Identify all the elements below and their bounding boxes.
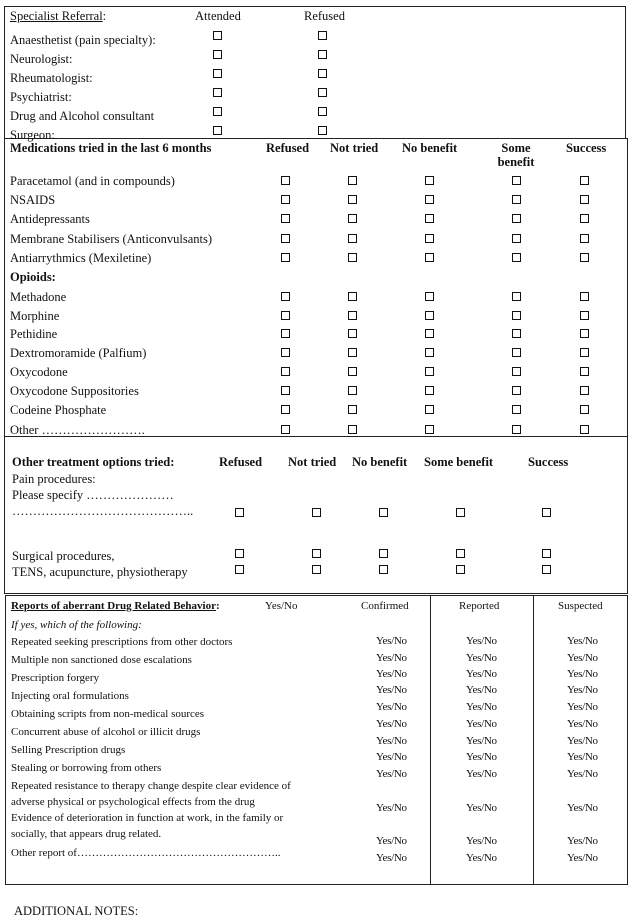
please-specify-line[interactable]: …………………………………….. (12, 504, 194, 518)
specialist-referral-title: Specialist Referral (10, 9, 103, 23)
refused-checkbox[interactable] (281, 176, 290, 185)
confirmed-yes-no[interactable]: Yes/No (376, 835, 407, 847)
suspected-yes-no[interactable]: Yes/No (567, 852, 598, 864)
pain-procedure-some-benefit-checkbox[interactable] (456, 508, 465, 517)
suspected-yes-no[interactable]: Yes/No (567, 635, 598, 647)
attended-checkbox[interactable] (213, 69, 222, 78)
opioid-row-label: Oxycodone Suppositories (10, 384, 139, 398)
medication-row-label: Membrane Stabilisers (Anticonvulsants) (10, 232, 213, 246)
aberrant-behavior-heading (11, 601, 220, 612)
some-benefit-checkbox[interactable] (512, 311, 521, 320)
specialist-row-label: Drug and Alcohol consultant (10, 109, 155, 123)
reported-yes-no[interactable]: Yes/No (466, 802, 497, 814)
behavior-row-label: socially, that appears drug related. (11, 828, 162, 840)
med-col-header-success: Success (566, 141, 607, 155)
success-checkbox[interactable] (580, 234, 589, 243)
reported-yes-no[interactable]: Yes/No (466, 701, 497, 713)
surgical-procedure-success-checkbox[interactable] (542, 549, 551, 558)
refused-checkbox[interactable] (281, 329, 290, 338)
attended-checkbox[interactable] (213, 107, 222, 116)
some-benefit-checkbox[interactable] (512, 386, 521, 395)
refused-checkbox[interactable] (318, 88, 327, 97)
attended-checkbox[interactable] (213, 126, 222, 135)
opioid-row-label: Pethidine (10, 327, 58, 341)
refused-checkbox[interactable] (318, 107, 327, 116)
success-checkbox[interactable] (580, 386, 589, 395)
specialist-row-label: Anaesthetist (pain specialty): (10, 33, 156, 47)
refused-checkbox[interactable] (281, 292, 290, 301)
not-tried-checkbox[interactable] (348, 425, 357, 434)
attended-checkbox[interactable] (213, 88, 222, 97)
not-tried-checkbox[interactable] (348, 329, 357, 338)
refused-checkbox[interactable] (318, 31, 327, 40)
med-col-header-no-benefit: No benefit (402, 141, 458, 155)
behavior-row-label: Multiple non sanctioned dose escalations (11, 654, 192, 666)
not-tried-checkbox[interactable] (348, 253, 357, 262)
ot-col-header-success: Success (528, 455, 569, 469)
success-checkbox[interactable] (580, 195, 589, 204)
surgical-procedures-label: Surgical procedures, (12, 549, 115, 563)
not-tried-checkbox[interactable] (348, 214, 357, 223)
refused-checkbox[interactable] (281, 386, 290, 395)
some-benefit-line-2: benefit (497, 154, 535, 169)
no-benefit-checkbox[interactable] (425, 176, 434, 185)
col-header-reported: Reported (459, 600, 500, 612)
surgical-procedure-no-benefit-checkbox[interactable] (379, 549, 388, 558)
reported-yes-no[interactable]: Yes/No (466, 735, 497, 747)
confirmed-yes-no[interactable]: Yes/No (376, 684, 407, 696)
reported-yes-no[interactable]: Yes/No (466, 684, 497, 696)
success-checkbox[interactable] (580, 253, 589, 262)
no-benefit-checkbox[interactable] (425, 253, 434, 262)
tens-acupuncture-label: TENS, acupuncture, physiotherapy (12, 565, 188, 579)
suspected-yes-no[interactable]: Yes/No (567, 668, 598, 680)
yes-no-header: Yes/No (265, 600, 298, 612)
behavior-row-label: Repeated seeking prescriptions from other doctors (11, 636, 233, 648)
medication-row-label: NSAIDS (10, 193, 56, 207)
no-benefit-checkbox[interactable] (425, 367, 434, 376)
reported-yes-no[interactable]: Yes/No (466, 635, 497, 647)
not-tried-checkbox[interactable] (348, 195, 357, 204)
success-checkbox[interactable] (580, 367, 589, 376)
ot-col-header-refused: Refused (219, 455, 263, 469)
reported-yes-no[interactable]: Yes/No (466, 652, 497, 664)
refused-checkbox[interactable] (318, 126, 327, 135)
col-header-refused: Refused (304, 9, 345, 23)
med-col-header-some-benefit (490, 142, 542, 170)
some-benefit-checkbox[interactable] (512, 425, 521, 434)
opioid-row-label: Codeine Phosphate (10, 403, 107, 417)
ot-col-header-not-tried: Not tried (288, 455, 337, 469)
opioid-row-label: Oxycodone (10, 365, 68, 379)
some-benefit-checkbox[interactable] (512, 329, 521, 338)
some-benefit-checkbox[interactable] (512, 176, 521, 185)
some-benefit-checkbox[interactable] (512, 195, 521, 204)
success-checkbox[interactable] (580, 405, 589, 414)
specialist-row-label: Neurologist: (10, 52, 73, 66)
not-tried-checkbox[interactable] (348, 367, 357, 376)
some-benefit-checkbox[interactable] (512, 405, 521, 414)
confirmed-yes-no[interactable]: Yes/No (376, 802, 407, 814)
confirmed-yes-no[interactable]: Yes/No (376, 768, 407, 780)
suspected-yes-no[interactable]: Yes/No (567, 768, 598, 780)
behavior-row-label: Obtaining scripts from non-medical sources (11, 708, 205, 720)
aberrant-behavior-title: Reports of aberrant Drug Related Behavior (11, 600, 216, 612)
suspected-yes-no[interactable]: Yes/No (567, 735, 598, 747)
not-tried-checkbox[interactable] (348, 386, 357, 395)
medication-row-label: Antidepressants (10, 212, 90, 226)
refused-checkbox[interactable] (281, 234, 290, 243)
confirmed-yes-no[interactable]: Yes/No (376, 668, 407, 680)
behavior-row-label: Stealing or borrowing from others (11, 762, 162, 774)
success-checkbox[interactable] (580, 329, 589, 338)
refused-checkbox[interactable] (281, 311, 290, 320)
tens-acupuncture-some-benefit-checkbox[interactable] (456, 565, 465, 574)
some-benefit-checkbox[interactable] (512, 234, 521, 243)
success-checkbox[interactable] (580, 311, 589, 320)
tens-acupuncture-not-tried-checkbox[interactable] (312, 565, 321, 574)
opioids-heading: Opioids: (10, 270, 56, 284)
behavior-row-label: Repeated resistance to therapy change despite clear evidence of (11, 780, 291, 792)
reported-yes-no[interactable]: Yes/No (466, 718, 497, 730)
refused-checkbox[interactable] (318, 69, 327, 78)
refused-checkbox[interactable] (281, 405, 290, 414)
opioid-row-label: Other ……………………. (10, 423, 145, 437)
pain-procedure-success-checkbox[interactable] (542, 508, 551, 517)
no-benefit-checkbox[interactable] (425, 195, 434, 204)
tens-acupuncture-no-benefit-checkbox[interactable] (379, 565, 388, 574)
behavior-row-label: Prescription forgery (11, 672, 100, 684)
ot-col-header-no-benefit: No benefit (352, 455, 408, 469)
suspected-yes-no[interactable]: Yes/No (567, 718, 598, 730)
some-benefit-line-1: Some (501, 141, 531, 155)
pain-procedure-no-benefit-checkbox[interactable] (379, 508, 388, 517)
reported-yes-no[interactable]: Yes/No (466, 852, 497, 864)
suspected-yes-no[interactable]: Yes/No (567, 684, 598, 696)
not-tried-checkbox[interactable] (348, 176, 357, 185)
tens-acupuncture-success-checkbox[interactable] (542, 565, 551, 574)
reported-yes-no[interactable]: Yes/No (466, 668, 497, 680)
attended-checkbox[interactable] (213, 31, 222, 40)
refused-checkbox[interactable] (281, 195, 290, 204)
surgical-procedure-not-tried-checkbox[interactable] (312, 549, 321, 558)
col-header-attended: Attended (195, 9, 241, 23)
no-benefit-checkbox[interactable] (425, 214, 434, 223)
specialist-row-label: Surgeon: (10, 128, 55, 142)
other-treatments-heading: Other treatment options tried: (12, 455, 175, 469)
med-col-header-not-tried: Not tried (330, 141, 379, 155)
not-tried-checkbox[interactable] (348, 292, 357, 301)
some-benefit-checkbox[interactable] (512, 292, 521, 301)
confirmed-yes-no[interactable]: Yes/No (376, 735, 407, 747)
no-benefit-checkbox[interactable] (425, 329, 434, 338)
no-benefit-checkbox[interactable] (425, 348, 434, 357)
no-benefit-checkbox[interactable] (425, 311, 434, 320)
success-checkbox[interactable] (580, 425, 589, 434)
not-tried-checkbox[interactable] (348, 405, 357, 414)
medication-row-label: Antiarrythmics (Mexiletine) (10, 251, 152, 265)
pain-procedure-refused-checkbox[interactable] (235, 508, 244, 517)
success-checkbox[interactable] (580, 214, 589, 223)
behavior-row-label: adverse physical or psychological effects from the drug (11, 796, 255, 808)
col-header-suspected: Suspected (558, 600, 603, 612)
column-divider-reported-suspected (533, 595, 534, 885)
reported-yes-no[interactable]: Yes/No (466, 768, 497, 780)
success-checkbox[interactable] (580, 292, 589, 301)
refused-checkbox[interactable] (281, 348, 290, 357)
specialist-row-label: Psychiatrist: (10, 90, 72, 104)
confirmed-yes-no[interactable]: Yes/No (376, 718, 407, 730)
success-checkbox[interactable] (580, 176, 589, 185)
if-yes-subtitle: If yes, which of the following: (11, 619, 142, 631)
not-tried-checkbox[interactable] (348, 348, 357, 357)
refused-checkbox[interactable] (281, 367, 290, 376)
some-benefit-checkbox[interactable] (512, 253, 521, 262)
behavior-row-label: Injecting oral formulations (11, 690, 129, 702)
no-benefit-checkbox[interactable] (425, 292, 434, 301)
heading-colon: : (102, 9, 107, 23)
behavior-row-label: Other report of……………………………………………….. (11, 847, 281, 859)
reported-yes-no[interactable]: Yes/No (466, 751, 497, 763)
some-benefit-checkbox[interactable] (512, 348, 521, 357)
heading-colon: : (216, 600, 220, 612)
column-divider-confirmed-reported (430, 595, 431, 885)
behavior-row-label: Concurrent abuse of alcohol or illicit drugs (11, 726, 201, 738)
attended-checkbox[interactable] (213, 50, 222, 59)
tens-acupuncture-refused-checkbox[interactable] (235, 565, 244, 574)
confirmed-yes-no[interactable]: Yes/No (376, 701, 407, 713)
ot-col-header-some-benefit: Some benefit (424, 455, 494, 469)
pain-procedures-label: Pain procedures: (12, 472, 96, 486)
behavior-row-label: Evidence of deterioration in function at work, in the family or (11, 812, 284, 824)
reported-yes-no[interactable]: Yes/No (466, 835, 497, 847)
opioid-row-label: Morphine (10, 309, 60, 323)
refused-checkbox[interactable] (281, 253, 290, 262)
some-benefit-checkbox[interactable] (512, 367, 521, 376)
suspected-yes-no[interactable]: Yes/No (567, 802, 598, 814)
opioid-row-label: Methadone (10, 290, 67, 304)
confirmed-yes-no[interactable]: Yes/No (376, 652, 407, 664)
no-benefit-checkbox[interactable] (425, 234, 434, 243)
med-col-header-refused: Refused (266, 141, 310, 155)
surgical-procedure-refused-checkbox[interactable] (235, 549, 244, 558)
success-checkbox[interactable] (580, 348, 589, 357)
refused-checkbox[interactable] (281, 425, 290, 434)
medications-heading: Medications tried in the last 6 months (10, 141, 212, 155)
no-benefit-checkbox[interactable] (425, 425, 434, 434)
please-specify-field[interactable]: Please specify ………………… (12, 488, 174, 502)
no-benefit-checkbox[interactable] (425, 405, 434, 414)
confirmed-yes-no[interactable]: Yes/No (376, 751, 407, 763)
specialist-row-label: Rheumatologist: (10, 71, 93, 85)
refused-checkbox[interactable] (281, 214, 290, 223)
refused-checkbox[interactable] (318, 50, 327, 59)
pain-procedure-not-tried-checkbox[interactable] (312, 508, 321, 517)
additional-notes-label: ADDITIONAL NOTES: (14, 904, 139, 918)
confirmed-yes-no[interactable]: Yes/No (376, 852, 407, 864)
surgical-procedure-some-benefit-checkbox[interactable] (456, 549, 465, 558)
opioid-row-label: Dextromoramide (Palfium) (10, 346, 147, 360)
suspected-yes-no[interactable]: Yes/No (567, 751, 598, 763)
specialist-referral-heading (10, 10, 106, 23)
not-tried-checkbox[interactable] (348, 311, 357, 320)
suspected-yes-no[interactable]: Yes/No (567, 652, 598, 664)
some-benefit-checkbox[interactable] (512, 214, 521, 223)
medication-row-label: Paracetamol (and in compounds) (10, 174, 175, 188)
no-benefit-checkbox[interactable] (425, 386, 434, 395)
suspected-yes-no[interactable]: Yes/No (567, 835, 598, 847)
confirmed-yes-no[interactable]: Yes/No (376, 635, 407, 647)
col-header-confirmed: Confirmed (361, 600, 409, 612)
not-tried-checkbox[interactable] (348, 234, 357, 243)
suspected-yes-no[interactable]: Yes/No (567, 701, 598, 713)
behavior-row-label: Selling Prescription drugs (11, 744, 126, 756)
